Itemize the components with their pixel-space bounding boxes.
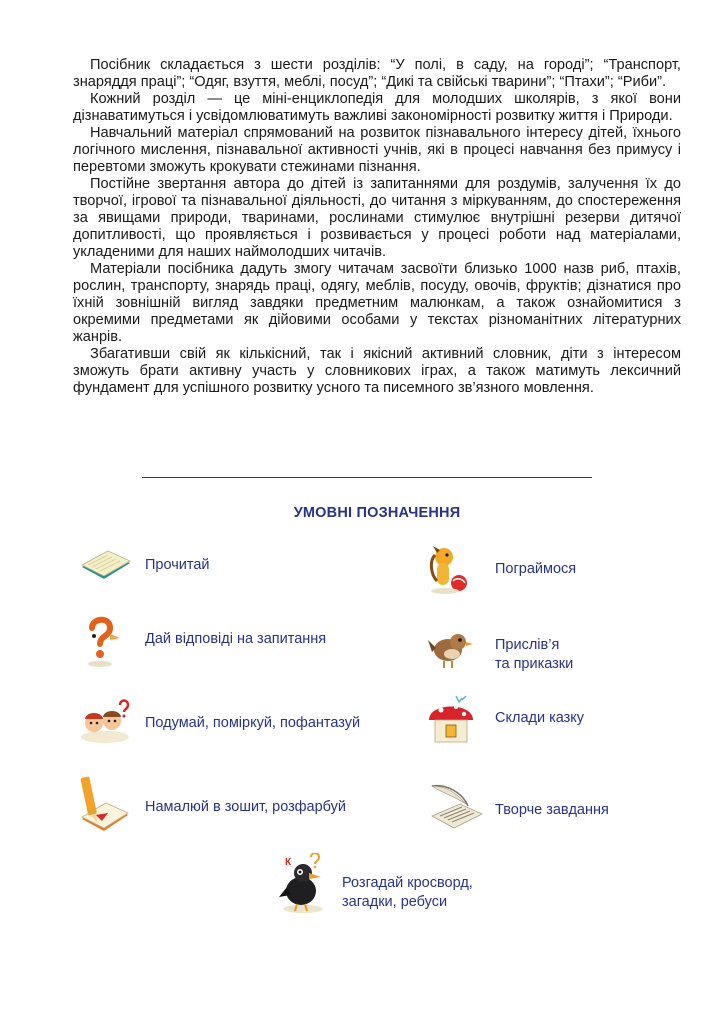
legend-label-think: Подумай, поміркуй, пофантазуй — [145, 715, 361, 731]
legend-label-tale: Склади казку — [495, 710, 585, 726]
legend-label-play: Пограймося — [495, 561, 577, 577]
svg-text:К: К — [285, 857, 292, 868]
mushroom-house-icon — [426, 694, 476, 753]
legend-label-answer: Дай відповіді на запитання — [145, 631, 327, 647]
question-mark-character-icon — [80, 614, 124, 673]
paragraph: Збагативши свій як кількісний, так і якісний активний словник, діти з інтересом зможуть брати активну участь у словникових іграх, а також матимуть лексичний фундамент для успішного розвитку усного та писемного зв’язного мовлення. — [73, 346, 681, 396]
book-icon — [78, 545, 134, 590]
legend-label-creative: Творче завдання — [495, 802, 609, 818]
divider — [142, 477, 592, 478]
legend-label-proverbs-line2: та приказки — [495, 656, 574, 672]
paragraph: Постійне звертання автора до дітей із запитаннями для роздумів, залучення їх до творчої, ігрової та пізнавальної діяльності, до читання з міркуванням, до спостереження за явищами природи, тваринами, рослинами стимулює внутрішні резерви дитячої допитливості, що проявляється і розвивається у процесі роботи над матеріалами, укладеними для наших наймолодших читачів. — [73, 176, 681, 260]
legend-label-read: Прочитай — [145, 557, 210, 573]
legend-label-crossword — [342, 874, 473, 912]
paragraph: Навчальний матеріал спрямований на розвиток пізнавального інтересу дітей, їхнього логічного мислення, пізнавальної активності учнів, які в процесі навчання без примусу і перевтоми зможуть крокувати стежинами пізнання. — [73, 125, 681, 175]
horse-ball-icon — [427, 545, 471, 602]
intro-text — [73, 57, 681, 397]
quill-paper-icon — [426, 780, 486, 839]
legend-label-proverbs-line1: Прислів’я — [495, 637, 560, 653]
legend-label-draw: Намалюй в зошит, розфарбуй — [145, 799, 346, 815]
paragraph: Посібник складається з шести розділів: “У полі, в саду, на городі”; “Транспорт, знаряддя праці”; “Одяг, взуття, меблі, посуд”; “Дикі та свійські тварини”; “Птахи”; “Риби”. — [73, 57, 681, 90]
bird-icon — [426, 628, 476, 677]
legend-label-proverbs — [495, 636, 573, 674]
crow-icon — [277, 853, 331, 920]
pencil-notebook-icon — [76, 775, 132, 842]
legend-title: УМОВНІ ПОЗНАЧЕННЯ — [293, 505, 461, 521]
thinking-kids-icon — [78, 699, 132, 750]
legend-label-crossword-line1: Розгадай кросворд, — [342, 875, 473, 891]
paragraph: Матеріали посібника дадуть змогу читачам засвоїти близько 1000 назв риб, птахів, рослин, транспорту, знарядь праці, одягу, меблів, посуду, овочів, фруктів; дізнатися про їхній зовнішній вигляд завдяки предметним малюнкам, а також ознайомитися з окремими предметами як дійовими особами у текстах різноманітних літературних жанрів. — [73, 261, 681, 345]
paragraph: Кожний розділ — це міні-енциклопедія для молодших школярів, з якої вони дізнаватимуться і усвідомлюватимуть важливі закономірності розвитку життя і Природи. — [73, 91, 681, 124]
legend-label-crossword-line2: загадки, ребуси — [342, 894, 448, 910]
